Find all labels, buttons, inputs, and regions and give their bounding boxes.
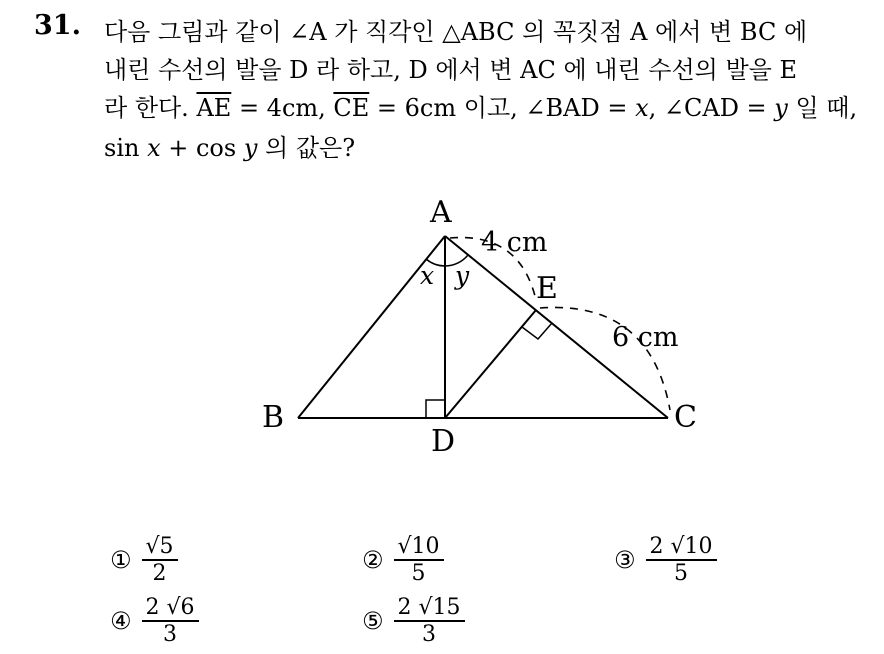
question-text-line-1: 다음 그림과 같이 ∠A 가 직각인 △ABC 의 꼭짓점 A 에서 변 BC 에: [104, 18, 808, 46]
choice-2-mark: ②: [362, 546, 384, 575]
choice-3-mark: ③: [614, 546, 636, 575]
right-angle-mark-e: [522, 323, 552, 339]
choice-3-denominator: 5: [674, 561, 689, 587]
label-d: D: [431, 424, 456, 459]
line4-post: 의 값은?: [257, 134, 356, 162]
question-number: 31.: [34, 10, 81, 41]
var-x: x: [635, 94, 649, 122]
choice-2-fraction: [394, 535, 444, 585]
line3-mid: , ∠CAD =: [648, 94, 775, 122]
choice-5[interactable]: [362, 596, 465, 646]
choice-4[interactable]: [110, 596, 199, 646]
label-b: B: [262, 400, 285, 435]
choice-2-numerator: √10: [394, 535, 444, 561]
choice-1-numerator: √5: [142, 535, 178, 561]
sin-label: sin: [104, 134, 148, 162]
right-angle-mark-d: [426, 400, 445, 418]
var-y-2: y: [243, 134, 258, 162]
choice-1-fraction: [142, 535, 178, 585]
segment-de: [445, 310, 536, 418]
choice-2[interactable]: [362, 535, 444, 585]
choice-1[interactable]: [110, 535, 178, 585]
choice-4-numerator: 2 √6: [142, 596, 199, 622]
var-x-2: x: [147, 134, 161, 162]
choice-2-denominator: 5: [411, 561, 426, 587]
choice-3[interactable]: [614, 535, 717, 585]
choice-3-numerator: 2 √10: [646, 535, 717, 561]
choice-1-mark: ①: [110, 546, 132, 575]
label-length-ae: 4 cm: [481, 227, 548, 258]
question-text-line-2: 내린 수선의 발을 D 라 하고, D 에서 변 AC 에 내린 수선의 발을 E: [104, 56, 797, 84]
label-e: E: [536, 271, 558, 306]
choice-5-numerator: 2 √15: [394, 596, 465, 622]
choice-4-fraction: [142, 596, 199, 646]
plus-cos-label: + cos: [160, 134, 244, 162]
choice-3-fraction: [646, 535, 717, 585]
label-length-ce: 6 cm: [612, 322, 679, 353]
segment-ce: $\overline{CE}$: [333, 94, 370, 122]
label-a: A: [430, 195, 452, 230]
choice-4-mark: ④: [110, 607, 132, 636]
line3-ce-value: = 6cm 이고, ∠BAD =: [369, 94, 636, 122]
choice-5-mark: ⑤: [362, 607, 384, 636]
choice-1-denominator: 2: [152, 561, 167, 587]
segment-ae: $\overline{AE}$: [196, 94, 232, 122]
label-angle-y: y: [455, 261, 470, 290]
var-y: y: [774, 94, 788, 122]
label-angle-x: x: [420, 261, 435, 290]
line3-post: 일 때,: [787, 94, 858, 122]
label-c: C: [674, 400, 697, 435]
choice-5-fraction: [394, 596, 465, 646]
line3-pre: 라 한다.: [104, 94, 197, 122]
choice-4-denominator: 3: [163, 622, 178, 648]
choice-5-denominator: 3: [422, 622, 437, 648]
line3-ae-value: = 4cm,: [231, 94, 334, 122]
